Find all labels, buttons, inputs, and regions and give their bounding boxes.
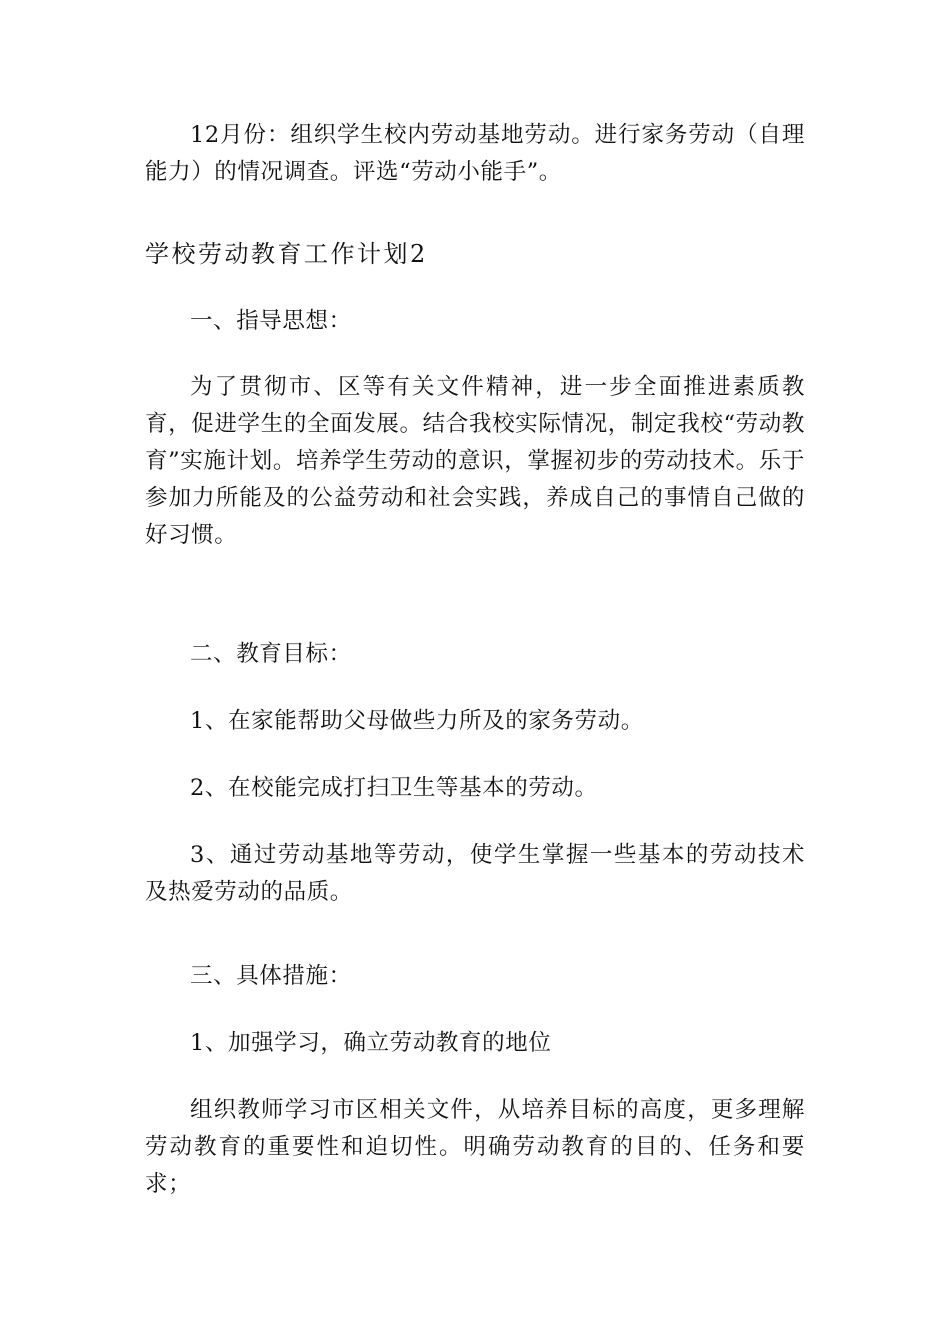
paragraph-measure-1: 组织教师学习市区相关文件，从培养目标的高度，更多理解劳动教育的重要性和迫切性。明确劳动教育的目的、任务和要求； (145, 1097, 805, 1197)
section-heading-guiding-ideology: 一、指导思想： (190, 308, 352, 334)
plan-title: 学校劳动教育工作计划2 (145, 240, 428, 268)
section-heading-specific-measures: 三、具体措施： (190, 963, 352, 989)
goal-item-1: 1、在家能帮助父母做些力所及的家务劳动。 (190, 708, 644, 734)
goal-item-3: 3、通过劳动基地等劳动，使学生掌握一些基本的劳动技术及热爱劳动的品质。 (145, 842, 805, 905)
goal-item-2: 2、在校能完成打扫卫生等基本的劳动。 (190, 775, 598, 801)
paragraph-guiding-ideology: 为了贯彻市、区等有关文件精神，进一步全面推进素质教育，促进学生的全面发展。结合我校实际情况，制定我校“劳动教育”实施计划。培养学生劳动的意识，掌握初步的劳动技术。乐于参加力所能及的公益劳动和社会实践，养成自己的事情自己做的好习惯。 (145, 374, 805, 548)
section-heading-education-goals: 二、教育目标： (190, 641, 352, 667)
paragraph-december-activity: 12月份：组织学生校内劳动基地劳动。进行家务劳动（自理能力）的情况调查。评选“劳动小能手”。 (145, 122, 805, 185)
measure-heading-1: 1、加强学习，确立劳动教育的地位 (190, 1030, 552, 1056)
